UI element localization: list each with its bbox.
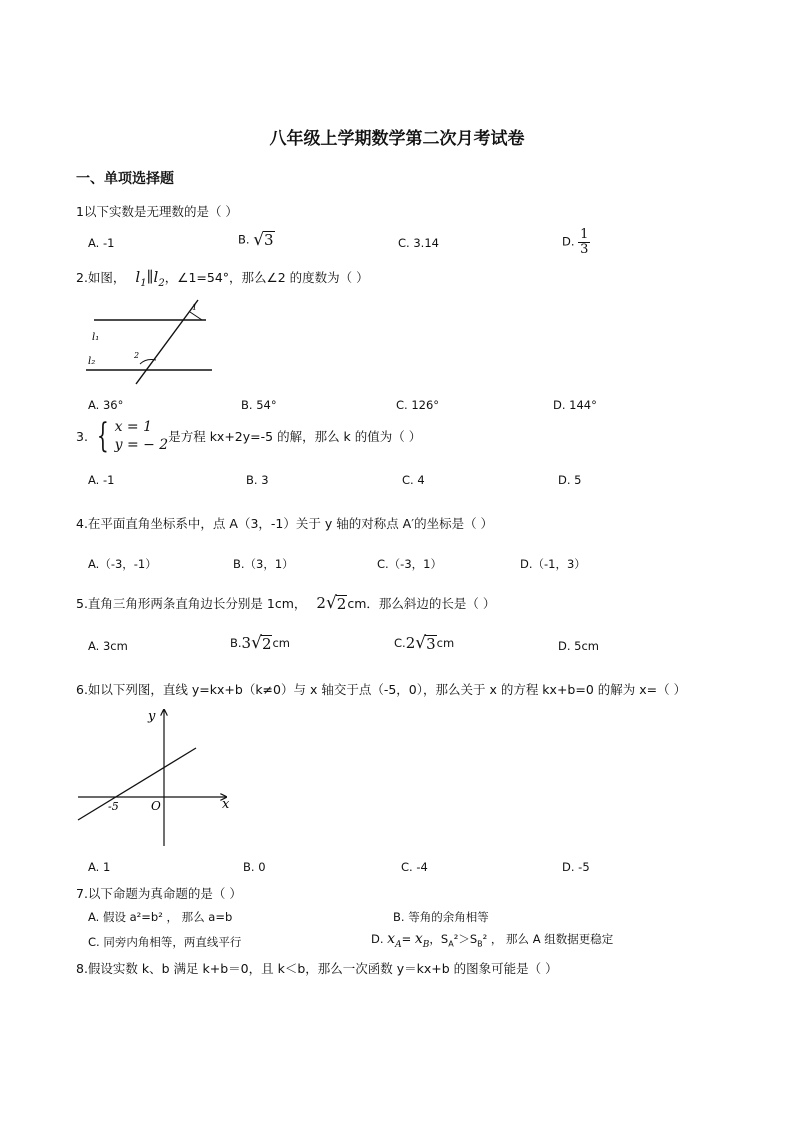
q7-option-c: C. 同旁内角相等，两直线平行 bbox=[88, 935, 242, 949]
q1-option-d: D. $\frac{1}{3}$ bbox=[562, 227, 589, 257]
origin-label: O bbox=[151, 799, 161, 813]
question-2-stem: 2.如图， $l_1\parallel l_2$，∠1=54°，那么∠2 的度数为（ ） bbox=[76, 268, 369, 289]
q4-option-c: C.（-3，1） bbox=[377, 557, 442, 571]
q3-option-a: A. -1 bbox=[88, 473, 115, 487]
q5-option-b: B. 3 √ 2 cm bbox=[230, 633, 291, 653]
sqrt-expression: √ 3 bbox=[253, 229, 274, 250]
label-angle-2: 2 bbox=[134, 351, 140, 360]
q1-option-a: A. -1 bbox=[88, 236, 115, 250]
q5-option-c: C. 2 √ 3 cm bbox=[394, 633, 455, 653]
label-l1: l₁ bbox=[92, 332, 100, 343]
function-line bbox=[78, 748, 196, 820]
question-5-stem: 5.直角三角形两条直角边长分别是 1cm， 2 √ 2 cm．那么斜边的长是（ ） bbox=[76, 593, 496, 613]
q6-option-b: B. 0 bbox=[243, 860, 266, 874]
sqrt-expression: 2 √ 3 bbox=[405, 633, 436, 653]
q3-option-c: C. 4 bbox=[402, 473, 425, 487]
fraction: $\frac{1}{3}$ bbox=[580, 227, 589, 257]
question-8-stem: 8.假设实数 k、b 满足 k+b＝0，且 k＜b，那么一次函数 y＝kx+b 的图象可能是（ ） bbox=[76, 961, 558, 976]
question-4-stem: 4.在平面直角坐标系中，点 A（3，-1）关于 y 轴的对称点 A′的坐标是（ ） bbox=[76, 516, 494, 531]
section-heading: 一、单项选择题 bbox=[76, 171, 174, 187]
question-6-stem: 6.如以下列图，直线 y=kx+b（k≠0）与 x 轴交于点（-5，0），那么关于 x 的方程 kx+b=0 的解为 x=（ ） bbox=[76, 682, 687, 697]
q6-option-d: D. -5 bbox=[562, 860, 590, 874]
q6-option-c: C. -4 bbox=[401, 860, 428, 874]
question-7-stem: 7.以下命题为真命题的是（ ） bbox=[76, 886, 242, 901]
q6-option-a: A. 1 bbox=[88, 860, 111, 874]
question-3-stem: 3. { x = 1 y = − 2 是方程 kx+2y=-5 的解，那么 k 的值为（ ） bbox=[76, 416, 422, 456]
equation-system: { x = 1 y = − 2 bbox=[96, 416, 169, 456]
q2-option-d: D. 144° bbox=[553, 398, 597, 412]
exam-title: 八年级上学期数学第二次月考试卷 bbox=[269, 129, 525, 149]
y-axis-label: y bbox=[148, 709, 156, 724]
q2-option-c: C. 126° bbox=[396, 398, 440, 412]
q3-option-b: B. 3 bbox=[246, 473, 269, 487]
q3-option-d: D. 5 bbox=[558, 473, 582, 487]
angle-1-arc bbox=[190, 312, 202, 320]
question-1-stem: 1以下实数是无理数的是（ ） bbox=[76, 204, 238, 219]
q5-option-a: A. 3cm bbox=[88, 639, 128, 653]
transversal-line bbox=[136, 300, 198, 384]
q4-option-b: B.（3，1） bbox=[233, 557, 294, 571]
x-axis-label: x bbox=[222, 797, 230, 812]
q1-option-c: C. 3.14 bbox=[398, 236, 439, 250]
q7-option-b: B. 等角的余角相等 bbox=[393, 910, 489, 924]
label-angle-1: 1 bbox=[192, 303, 198, 312]
tick-label-neg5: -5 bbox=[108, 800, 119, 813]
q2-option-b: B. 54° bbox=[241, 398, 277, 412]
q4-option-a: A.（-3，-1） bbox=[88, 557, 157, 571]
label-l2: l₂ bbox=[88, 356, 96, 367]
linear-function-graph bbox=[76, 706, 236, 852]
q1-option-b: B. √ 3 bbox=[238, 229, 274, 250]
parallel-lines-figure bbox=[82, 298, 222, 388]
sqrt-expression: 2 √ 2 bbox=[316, 593, 347, 613]
q7-option-d: D. $x_A= x_B$，$S_A^2>S_B^2$ ， 那么 A 组数据更稳定 bbox=[371, 931, 614, 950]
q2-option-a: A. 36° bbox=[88, 398, 124, 412]
q4-option-d: D.（-1，3） bbox=[520, 557, 586, 571]
sqrt-expression: 3 √ 2 bbox=[241, 633, 272, 653]
q7-option-a: A. 假设 a²=b² ， 那么 a=b bbox=[88, 910, 233, 924]
q5-option-d: D. 5cm bbox=[558, 639, 600, 653]
